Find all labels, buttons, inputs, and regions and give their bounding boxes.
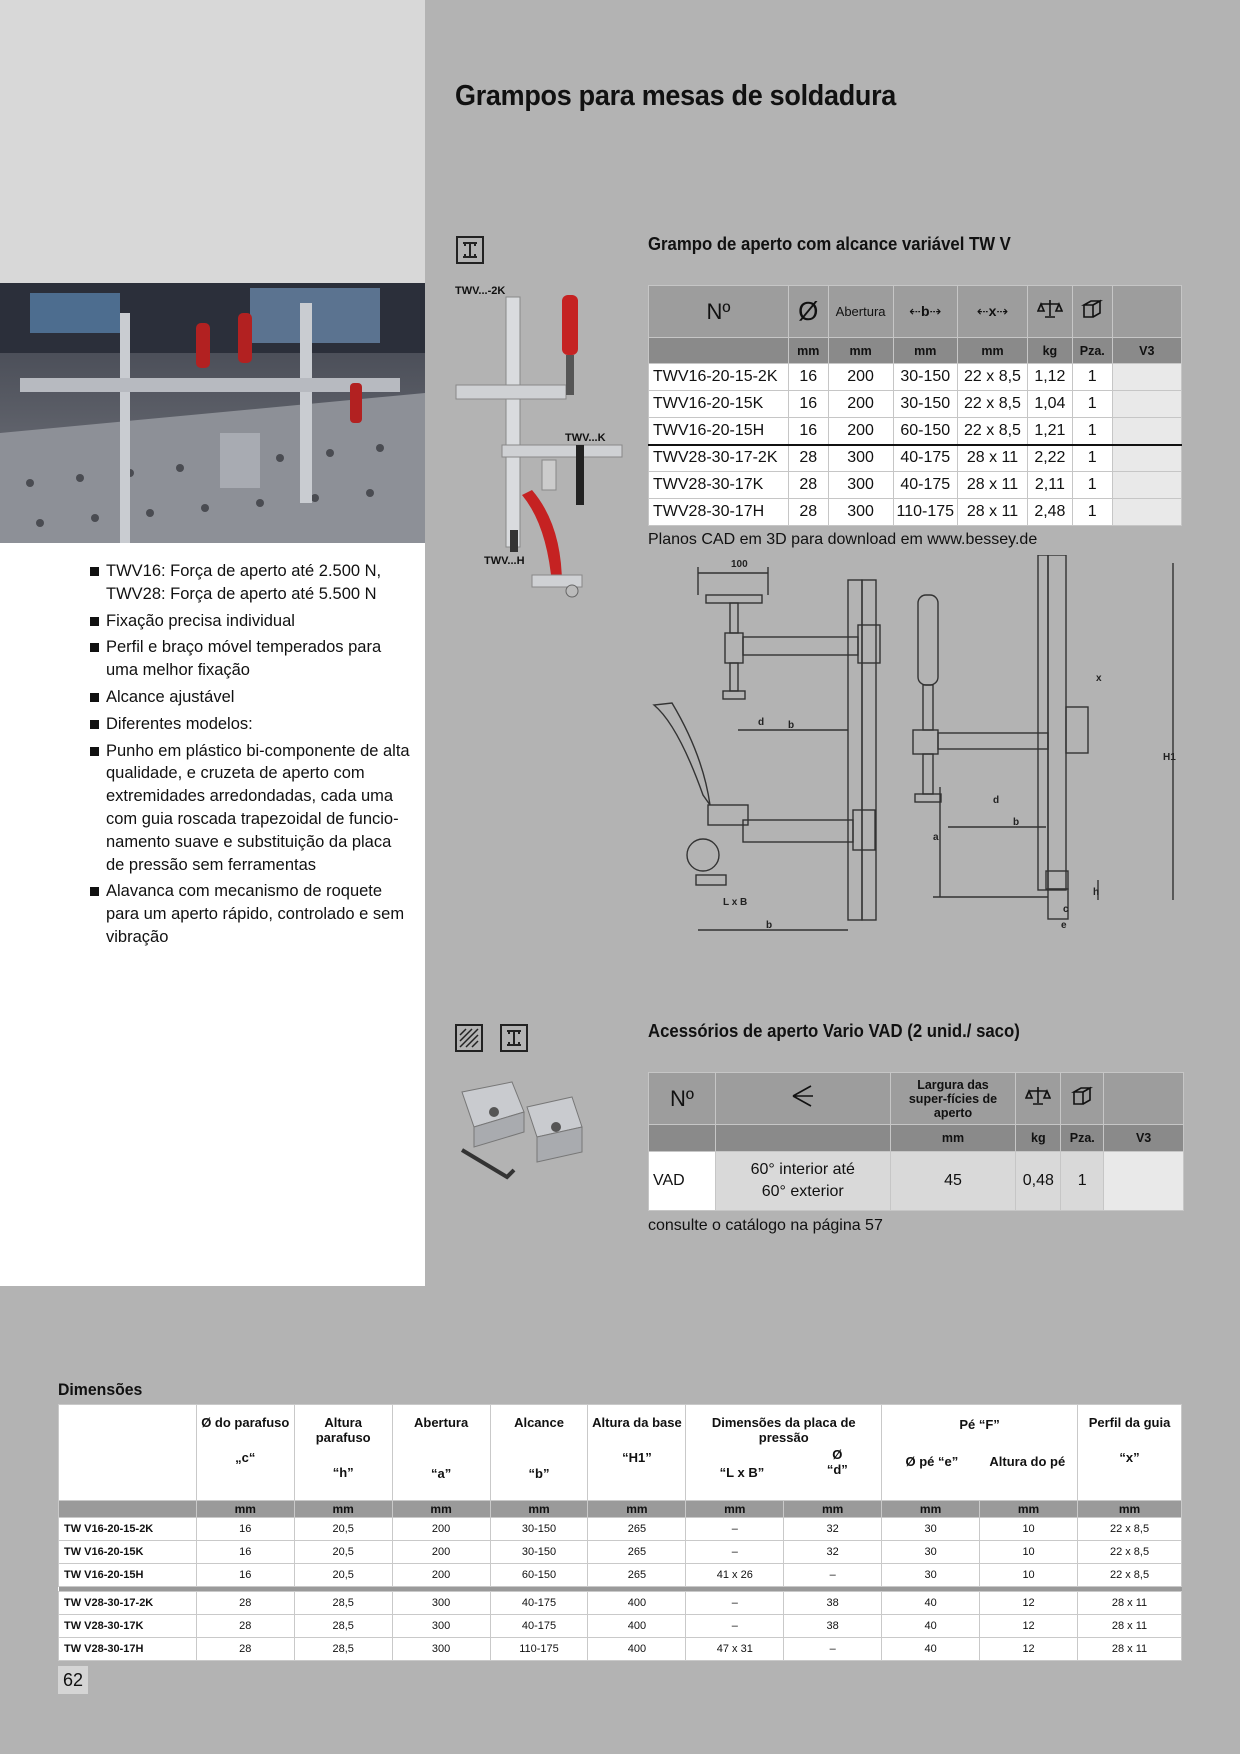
unit-cell: mm (882, 1501, 980, 1518)
catalog-reference-note: consulte o catálogo na página 57 (648, 1217, 883, 1234)
angle-icon (715, 1073, 890, 1125)
feature-item: Alcance ajustável (90, 686, 410, 709)
unit-cell: mm (828, 338, 893, 364)
workshop-photo (0, 283, 425, 543)
feature-item: Punho em plástico bi-componente de alta qualidade, e cruzeta de aperto com extremidades arredondadas, cada uma com guia roscada trapezoidal de funcio-namento suave e substituição da placa de pressão sem ferramentas (90, 740, 410, 877)
col-header-width: Largura das super-fícies de aperto (890, 1073, 1016, 1125)
cad-download-note: Planos CAD em 3D para download em www.bessey.de (648, 531, 1038, 548)
weight-scale-icon (1027, 286, 1072, 338)
label-twv-k: TWV...K (565, 432, 606, 444)
unit-cell: mm (893, 338, 958, 364)
unit-cell: V3 (1104, 1125, 1184, 1152)
col-header-pressure-plate: Dimensões da placa de pressão (711, 1415, 856, 1445)
col-header-screw-diameter: Ø do parafuso (201, 1415, 290, 1430)
profile-x-icon: ⇠x⇢ (958, 286, 1028, 338)
col-header-guide-profile: Perfil da guia (1088, 1415, 1171, 1430)
unit-cell: mm (392, 1501, 490, 1518)
dim-b-1: b (788, 720, 795, 731)
feature-item: Fixação precisa individual (90, 610, 410, 633)
dim-h1: H1 (1163, 752, 1176, 763)
unit-cell: mm (958, 338, 1028, 364)
unit-cell: mm (490, 1501, 588, 1518)
clamp-product-table (648, 285, 1182, 526)
feature-item: TWV16: Força de aperto até 2.500 N, TWV28: Força de aperto até 5.500 N (90, 560, 410, 606)
table-row: TWV28-30-17H 28 300 110-175 28 x 11 2,48 1 (649, 499, 1182, 526)
col-header-no: Nº (649, 286, 789, 338)
dimensions-title: Dimensões (58, 1380, 143, 1399)
unit-cell: mm (1078, 1501, 1182, 1518)
dim-d-1: d (758, 717, 765, 728)
dim-lxb: L x B (723, 897, 748, 908)
table-row: TW V28-30-17K 28 28,5 300 40-175 400 – 38 40 12 28 x 11 (59, 1615, 1182, 1638)
table-row: TW V16-20-15-2K 16 20,5 200 30-150 265 – 32 30 10 22 x 8,5 (59, 1518, 1182, 1541)
unit-cell: mm (980, 1501, 1078, 1518)
table-row: TWV28-30-17-2K 28 300 40-175 28 x 11 2,22 1 (649, 445, 1182, 472)
page-title: Grampos para mesas de soldadura (455, 80, 897, 112)
dim-100: 100 (731, 559, 748, 570)
dim-b-3: b (766, 920, 773, 931)
label-twv-2k: TWV...-2K (455, 285, 506, 297)
package-box-icon (1061, 1073, 1104, 1125)
unit-cell: mm (588, 1501, 686, 1518)
col-header-opening: Abertura (828, 286, 893, 338)
table-row: TW V28-30-17H 28 28,5 300 110-175 400 47 x 31 – 40 12 28 x 11 (59, 1638, 1182, 1661)
table-row: VAD 60° interior até 60° exterior 45 0,48 1 (649, 1152, 1184, 1211)
header-light-panel (0, 0, 425, 283)
technical-drawing (648, 555, 1188, 945)
unit-cell: mm (788, 338, 828, 364)
feature-item: Diferentes modelos: (90, 713, 410, 736)
package-box-icon (1072, 286, 1112, 338)
reach-b-icon: ⇠b⇢ (893, 286, 958, 338)
dim-d-2: d (993, 795, 1000, 806)
unit-cell: Pza. (1072, 338, 1112, 364)
page-number: 62 (58, 1666, 88, 1694)
weight-scale-icon (1016, 1073, 1061, 1125)
col-header-foot: Pé “F” (959, 1417, 1000, 1432)
table-row: TWV28-30-17K 28 300 40-175 28 x 11 2,11 1 (649, 472, 1182, 499)
label-twv-h: TWV...H (484, 555, 525, 567)
table-row: TW V16-20-15K 16 20,5 200 30-150 265 – 32 30 10 22 x 8,5 (59, 1541, 1182, 1564)
col-header-screw-height: Altura parafuso (315, 1415, 371, 1445)
unit-cell: mm (686, 1501, 784, 1518)
unit-cell: kg (1027, 338, 1072, 364)
dim-a: a (933, 832, 939, 843)
table-row: TW V28-30-17-2K 28 28,5 300 40-175 400 – 38 40 12 28 x 11 (59, 1592, 1182, 1615)
diameter-icon: Ø (788, 286, 828, 338)
dim-c: c (1063, 904, 1069, 915)
unit-cell: Pza. (1061, 1125, 1104, 1152)
hatched-surface-icon (455, 1024, 483, 1052)
dim-x: x (1096, 673, 1102, 684)
dim-e: e (1061, 920, 1067, 931)
unit-cell: V3 (1112, 338, 1181, 364)
vad-section-title: Acessórios de aperto Vario VAD (2 unid./ saco) (648, 1021, 1020, 1041)
dim-b-2: b (1013, 817, 1020, 828)
clamp-section-title: Grampo de aperto com alcance variável TW V (648, 234, 1011, 254)
table-row: TW V16-20-15H 16 20,5 200 60-150 265 41 x 26 – 30 10 22 x 8,5 (59, 1564, 1182, 1587)
dimensions-table: Ø do parafuso „c“ Altura parafuso “h” Abertura “a” Alcance “b” Altura da base “H1” Dimensões da placa de pressão “L x B” Ø “d” Pé “F” Ø pé “e” Altura do pé Perfil da guia “x” mm mm mm mm mm mm mm mm mm mm TW V16-20-15-2K 16 20,5 200 30-150 265 – 32 30 10 22 x 8,5 TW V16-20-15K 16 20,5 200 30-150 265 – 32 30 10 22 x 8,5 TW V16-20-15H 16 20,5 200 60-150 265 41 x 26 – 30 10 22 x 8,5 TW V28-30-17-2K 28 28,5 300 40-175 400 – 38 40 12 28 x 11 TW V28-30-17K 28 28,5 300 40-175 400 – 38 40 12 28 x 11 TW V28-30-17H 28 28,5 300 110-175 400 47 x 31 – 40 12 28 x 11 (58, 1404, 1182, 1661)
profile-i-icon (456, 236, 484, 264)
table-row: TWV16-20-15K 16 200 30-150 22 x 8,5 1,04 1 (649, 391, 1182, 418)
col-header-opening: Abertura (414, 1415, 469, 1430)
clamp-product-photos (452, 285, 632, 615)
unit-cell: mm (196, 1501, 294, 1518)
vad-table (648, 1072, 1184, 1211)
unit-cell: kg (1016, 1125, 1061, 1152)
feature-item: Perfil e braço móvel temperados para uma melhor fixação (90, 636, 410, 682)
table-row: TWV16-20-15-2K 16 200 30-150 22 x 8,5 1,12 1 (649, 364, 1182, 391)
dim-h: h (1093, 887, 1100, 898)
col-header-no: Nº (649, 1073, 716, 1125)
col-header-base-height: Altura da base (592, 1415, 682, 1430)
unit-cell: mm (784, 1501, 882, 1518)
unit-cell: mm (890, 1125, 1016, 1152)
feature-item: Alavanca com mecanismo de roquete para um aperto rápido, controlado e sem vibração (90, 880, 410, 948)
col-header-reach: Alcance (514, 1415, 564, 1430)
unit-cell: mm (294, 1501, 392, 1518)
profile-i-icon (500, 1024, 528, 1052)
feature-list (90, 560, 410, 953)
table-row: TWV16-20-15H 16 200 60-150 22 x 8,5 1,21 1 (649, 418, 1182, 445)
vad-product-photo (452, 1072, 602, 1192)
